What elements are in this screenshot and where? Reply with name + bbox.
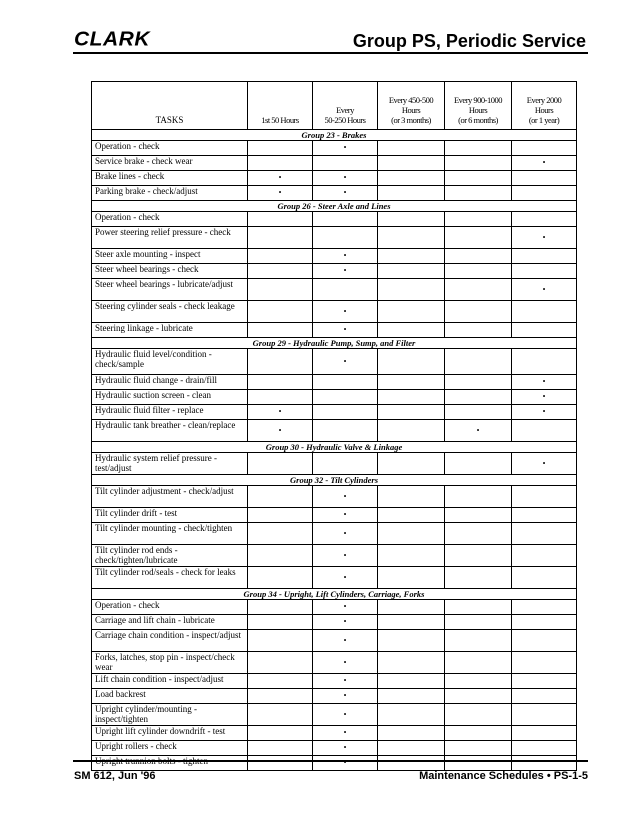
group-header-row [92, 201, 577, 212]
empty-cell [378, 349, 445, 375]
task-label: Lift chain condition - inspect/adjust [92, 674, 248, 689]
empty-cell [512, 171, 577, 186]
service-bullet: • [445, 420, 512, 442]
table-row [92, 323, 577, 338]
empty-cell [445, 508, 512, 523]
task-label: Carriage chain condition - inspect/adjust [92, 630, 248, 652]
task-label: Hydraulic fluid filter - replace [92, 405, 248, 420]
table-row [92, 741, 577, 756]
empty-cell [445, 523, 512, 545]
empty-cell [512, 349, 577, 375]
service-bullet: • [313, 141, 378, 156]
empty-cell [512, 508, 577, 523]
empty-cell [512, 301, 577, 323]
empty-cell [512, 141, 577, 156]
empty-cell [378, 249, 445, 264]
service-bullet: • [512, 227, 577, 249]
empty-cell [445, 375, 512, 390]
column-header-every-2000-hours: Every 2000 Hours (or 1 year) [512, 82, 577, 130]
service-bullet: • [313, 301, 378, 323]
table-row [92, 486, 577, 508]
empty-cell [512, 741, 577, 756]
empty-cell [378, 545, 445, 567]
service-bullet: • [313, 674, 378, 689]
group-title: Group 29 - Hydraulic Pump, Sump, and Filter [92, 338, 577, 349]
task-label: Tilt cylinder mounting - check/tighten [92, 523, 248, 545]
empty-cell [313, 227, 378, 249]
empty-cell [378, 186, 445, 201]
service-bullet: • [512, 453, 577, 475]
table-row [92, 508, 577, 523]
group-header-row [92, 338, 577, 349]
table-row [92, 264, 577, 279]
task-label: Carriage and lift chain - lubricate [92, 615, 248, 630]
empty-cell [313, 405, 378, 420]
table-row [92, 630, 577, 652]
service-bullet: • [313, 652, 378, 674]
service-bullet: • [248, 171, 313, 186]
service-bullet: • [313, 523, 378, 545]
empty-cell [378, 390, 445, 405]
table-row [92, 567, 577, 589]
group-header-row [92, 130, 577, 141]
service-bullet: • [313, 249, 378, 264]
service-bullet: • [313, 741, 378, 756]
service-bullet: • [313, 704, 378, 726]
empty-cell [378, 453, 445, 475]
service-bullet: • [313, 630, 378, 652]
empty-cell [445, 156, 512, 171]
empty-cell [248, 689, 313, 704]
empty-cell [512, 212, 577, 227]
empty-cell [248, 212, 313, 227]
service-bullet: • [248, 405, 313, 420]
empty-cell [248, 486, 313, 508]
group-title: Group 26 - Steer Axle and Lines [92, 201, 577, 212]
footer-divider [73, 760, 588, 762]
task-label: Service brake - check wear [92, 156, 248, 171]
table-row [92, 420, 577, 442]
service-bullet: • [313, 689, 378, 704]
empty-cell [378, 652, 445, 674]
empty-cell [445, 726, 512, 741]
table-row [92, 756, 577, 771]
empty-cell [248, 630, 313, 652]
empty-cell [512, 486, 577, 508]
table-row [92, 186, 577, 201]
empty-cell [378, 523, 445, 545]
empty-cell [248, 323, 313, 338]
empty-cell [378, 630, 445, 652]
column-header-first-50-hours: 1st 50 Hours [248, 82, 313, 130]
schedule-body [92, 130, 577, 771]
table-row [92, 156, 577, 171]
table-row [92, 375, 577, 390]
table-header-row [92, 82, 577, 130]
column-header-every-900-1000-hours: Every 900-1000 Hours (or 6 months) [445, 82, 512, 130]
table-row [92, 405, 577, 420]
empty-cell [248, 726, 313, 741]
group-title: Group 23 - Brakes [92, 130, 577, 141]
group-header-row [92, 589, 577, 600]
task-label: Upright trunnion bolts - tighten [92, 756, 248, 771]
column-header-every-450-500-hours: Every 450-500 Hours (or 3 months) [378, 82, 445, 130]
group-title: Group 32 - Tilt Cylinders [92, 475, 577, 486]
empty-cell [248, 249, 313, 264]
empty-cell [445, 704, 512, 726]
service-bullet: • [313, 171, 378, 186]
empty-cell [512, 704, 577, 726]
table-row [92, 349, 577, 375]
empty-cell [378, 756, 445, 771]
empty-cell [445, 652, 512, 674]
empty-cell [445, 405, 512, 420]
empty-cell [445, 545, 512, 567]
empty-cell [512, 545, 577, 567]
empty-cell [512, 323, 577, 338]
table-row [92, 227, 577, 249]
table-row [92, 652, 577, 674]
empty-cell [378, 375, 445, 390]
empty-cell [248, 600, 313, 615]
table-row [92, 171, 577, 186]
task-label: Hydraulic fluid level/condition - check/sample [92, 349, 248, 375]
service-bullet: • [313, 545, 378, 567]
column-header-tasks: TASKS [92, 82, 248, 130]
empty-cell [445, 390, 512, 405]
empty-cell [512, 652, 577, 674]
empty-cell [248, 704, 313, 726]
empty-cell [512, 726, 577, 741]
empty-cell [445, 600, 512, 615]
service-bullet: • [313, 349, 378, 375]
empty-cell [248, 349, 313, 375]
empty-cell [378, 615, 445, 630]
table-row [92, 212, 577, 227]
empty-cell [378, 405, 445, 420]
service-bullet: • [313, 264, 378, 279]
service-bullet: • [512, 405, 577, 420]
empty-cell [313, 453, 378, 475]
table-row [92, 390, 577, 405]
service-bullet: • [313, 726, 378, 741]
task-label: Forks, latches, stop pin - inspect/check wear [92, 652, 248, 674]
service-bullet: • [248, 420, 313, 442]
empty-cell [378, 674, 445, 689]
task-label: Tilt cylinder rod/seals - check for leaks [92, 567, 248, 589]
empty-cell [445, 630, 512, 652]
empty-cell [248, 301, 313, 323]
header-divider [73, 52, 588, 54]
task-label: Power steering relief pressure - check [92, 227, 248, 249]
empty-cell [248, 156, 313, 171]
empty-cell [445, 674, 512, 689]
empty-cell [512, 567, 577, 589]
empty-cell [248, 756, 313, 771]
empty-cell [445, 486, 512, 508]
task-label: Tilt cylinder rod ends - check/tighten/lubricate [92, 545, 248, 567]
empty-cell [248, 141, 313, 156]
table-row [92, 600, 577, 615]
service-bullet: • [313, 756, 378, 771]
task-label: Steer wheel bearings - check [92, 264, 248, 279]
task-label: Upright cylinder/mounting - inspect/tighten [92, 704, 248, 726]
task-label: Operation - check [92, 212, 248, 227]
empty-cell [313, 156, 378, 171]
task-label: Operation - check [92, 141, 248, 156]
table-row [92, 279, 577, 301]
empty-cell [445, 349, 512, 375]
task-label: Hydraulic fluid change - drain/fill [92, 375, 248, 390]
page-title: Group PS, Periodic Service [352, 31, 586, 51]
footer-page-ref: Maintenance Schedules • PS-1-5 [419, 770, 588, 782]
empty-cell [445, 249, 512, 264]
empty-cell [445, 141, 512, 156]
empty-cell [378, 600, 445, 615]
empty-cell [512, 249, 577, 264]
empty-cell [378, 279, 445, 301]
table-row [92, 141, 577, 156]
group-title: Group 30 - Hydraulic Valve & Linkage [92, 442, 577, 453]
schedule-table-container [91, 81, 576, 771]
empty-cell [512, 615, 577, 630]
group-header-row [92, 475, 577, 486]
service-bullet: • [248, 186, 313, 201]
empty-cell [445, 741, 512, 756]
service-bullet: • [313, 615, 378, 630]
empty-cell [445, 615, 512, 630]
table-row [92, 545, 577, 567]
empty-cell [378, 420, 445, 442]
empty-cell [248, 508, 313, 523]
task-label: Brake lines - check [92, 171, 248, 186]
empty-cell [512, 674, 577, 689]
empty-cell [445, 453, 512, 475]
empty-cell [378, 156, 445, 171]
empty-cell [378, 212, 445, 227]
empty-cell [445, 171, 512, 186]
task-label: Steering cylinder seals - check leakage [92, 301, 248, 323]
group-title: Group 34 - Upright, Lift Cylinders, Carriage, Forks [92, 589, 577, 600]
empty-cell [512, 630, 577, 652]
service-bullet: • [512, 156, 577, 171]
empty-cell [445, 279, 512, 301]
empty-cell [248, 264, 313, 279]
service-bullet: • [313, 186, 378, 201]
empty-cell [512, 756, 577, 771]
empty-cell [445, 227, 512, 249]
table-row [92, 249, 577, 264]
table-row [92, 453, 577, 475]
service-bullet: • [512, 390, 577, 405]
clark-logo: CLARK [74, 28, 150, 51]
empty-cell [378, 704, 445, 726]
service-bullet: • [313, 486, 378, 508]
empty-cell [313, 420, 378, 442]
table-row [92, 301, 577, 323]
empty-cell [248, 279, 313, 301]
empty-cell [378, 741, 445, 756]
empty-cell [378, 689, 445, 704]
empty-cell [445, 756, 512, 771]
empty-cell [313, 279, 378, 301]
table-row [92, 689, 577, 704]
task-label: Hydraulic suction screen - clean [92, 390, 248, 405]
task-label: Steering linkage - lubricate [92, 323, 248, 338]
empty-cell [512, 600, 577, 615]
empty-cell [378, 486, 445, 508]
empty-cell [445, 323, 512, 338]
column-header-every-50-250-hours: Every 50-250 Hours [313, 82, 378, 130]
task-label: Tilt cylinder adjustment - check/adjust [92, 486, 248, 508]
empty-cell [378, 508, 445, 523]
empty-cell [378, 301, 445, 323]
task-label: Upright rollers - check [92, 741, 248, 756]
empty-cell [248, 523, 313, 545]
empty-cell [445, 186, 512, 201]
task-label: Upright lift cylinder downdrift - test [92, 726, 248, 741]
empty-cell [248, 674, 313, 689]
service-bullet: • [313, 323, 378, 338]
table-row [92, 704, 577, 726]
task-label: Operation - check [92, 600, 248, 615]
task-label: Load backrest [92, 689, 248, 704]
empty-cell [445, 689, 512, 704]
empty-cell [378, 264, 445, 279]
empty-cell [378, 141, 445, 156]
service-bullet: • [313, 567, 378, 589]
empty-cell [248, 227, 313, 249]
empty-cell [378, 171, 445, 186]
empty-cell [313, 390, 378, 405]
empty-cell [378, 323, 445, 338]
service-bullet: • [313, 508, 378, 523]
empty-cell [378, 227, 445, 249]
empty-cell [512, 186, 577, 201]
empty-cell [248, 390, 313, 405]
task-label: Steer axle mounting - inspect [92, 249, 248, 264]
empty-cell [378, 726, 445, 741]
empty-cell [445, 301, 512, 323]
empty-cell [445, 567, 512, 589]
task-label: Hydraulic system relief pressure - test/adjust [92, 453, 248, 475]
empty-cell [248, 545, 313, 567]
empty-cell [248, 741, 313, 756]
empty-cell [445, 212, 512, 227]
table-row [92, 615, 577, 630]
empty-cell [248, 567, 313, 589]
service-bullet: • [512, 279, 577, 301]
task-label: Hydraulic tank breather - clean/replace [92, 420, 248, 442]
empty-cell [512, 689, 577, 704]
empty-cell [313, 212, 378, 227]
task-label: Parking brake - check/adjust [92, 186, 248, 201]
empty-cell [248, 615, 313, 630]
empty-cell [512, 523, 577, 545]
empty-cell [248, 652, 313, 674]
empty-cell [248, 453, 313, 475]
empty-cell [512, 420, 577, 442]
task-label: Tilt cylinder drift - test [92, 508, 248, 523]
empty-cell [512, 264, 577, 279]
empty-cell [378, 567, 445, 589]
group-header-row [92, 442, 577, 453]
task-label: Steer wheel bearings - lubricate/adjust [92, 279, 248, 301]
empty-cell [313, 375, 378, 390]
maintenance-schedule-table [91, 81, 577, 771]
empty-cell [445, 264, 512, 279]
service-bullet: • [313, 600, 378, 615]
empty-cell [248, 375, 313, 390]
table-row [92, 726, 577, 741]
service-bullet: • [512, 375, 577, 390]
footer-manual-id: SM 612, Jun '96 [74, 770, 156, 782]
table-row [92, 523, 577, 545]
table-row [92, 674, 577, 689]
